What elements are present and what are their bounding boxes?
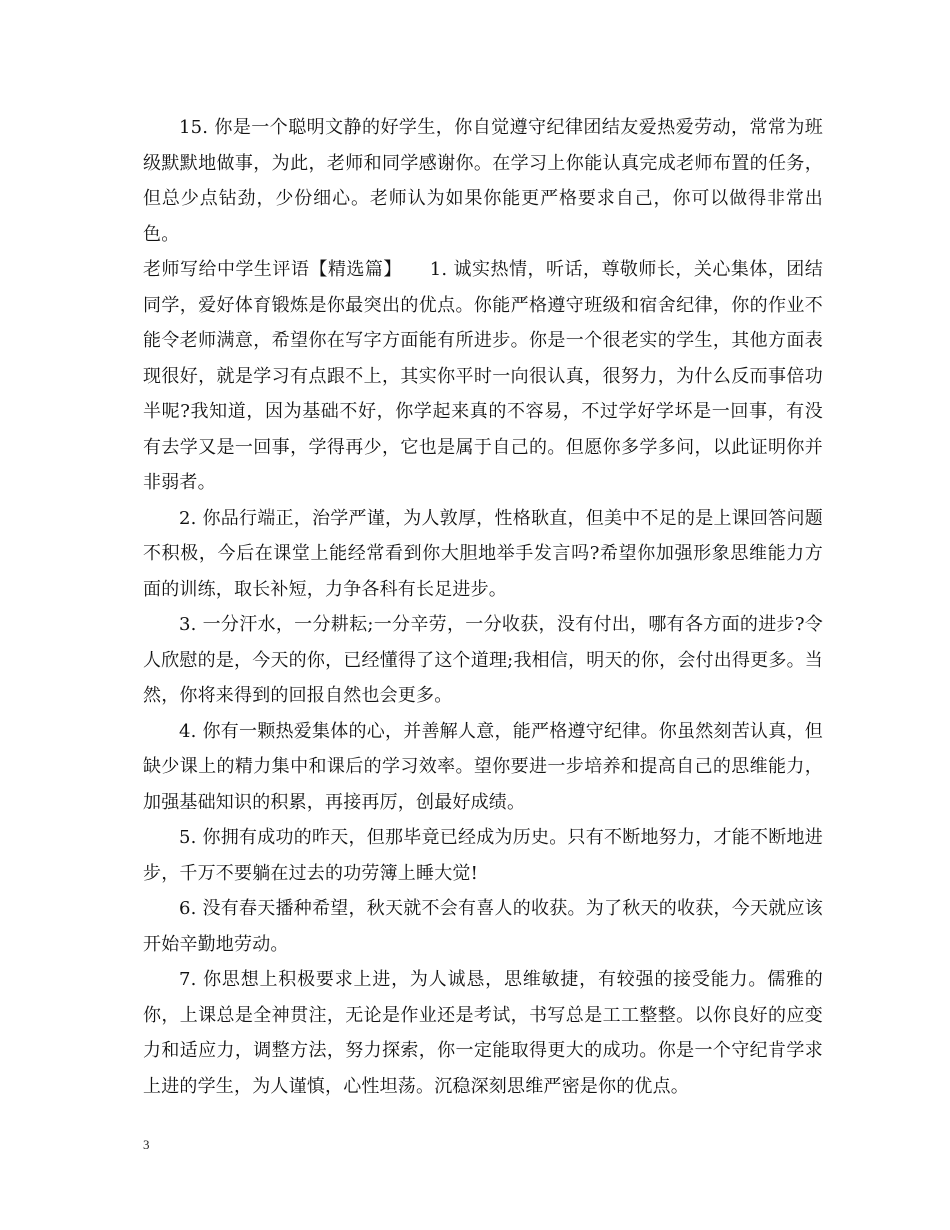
document-body bbox=[143, 110, 823, 1104]
paragraph-5: 5. 你拥有成功的昨天，但那毕竟已经成为历史。只有不断地努力，才能不断地进步，千万不要躺在过去的功劳簿上睡大觉! bbox=[143, 827, 823, 884]
paragraph-15: 15. 你是一个聪明文静的好学生，你自觉遵守纪律团结友爱热爱劳动，常常为班级默默地做事，为此，老师和同学感谢你。在学习上你能认真完成老师布置的任务，但总少点钻劲，少份细心。老师认为如果你能更严格要求自己，你可以做得非常出色。 bbox=[143, 117, 823, 245]
paragraph-section-heading-1: 老师写给中学生评语【精选篇】 1. 诚实热情，听话，尊敬师长，关心集体，团结同学，爱好体育锻炼是你最突出的优点。你能严格遵守班级和宿舍纪律，你的作业不能令老师满意，希望你在写字方面能有所进步。你是一个很老实的学生，其他方面表现很好，就是学习有点跟不上，其实你平时一向很认真，很努力，为什么反而事倍功半呢?我知道，因为基础不好，你学起来真的不容易，不过学好学坏是一回事，有没有去学又是一回事，学得再少，它也是属于自己的。但愿你多学多问，以此证明你并非弱者。 bbox=[143, 259, 823, 493]
page-number: 3 bbox=[143, 1137, 150, 1152]
paragraph-4: 4. 你有一颗热爱集体的心，并善解人意，能严格遵守纪律。你虽然刻苦认真，但缺少课上的精力集中和课后的学习效率。望你要进一步培养和提高自己的思维能力，加强基础知识的积累，再接再厉，创最好成绩。 bbox=[143, 720, 823, 813]
paragraph-7: 7. 你思想上积极要求上进，为人诚恳，思维敏捷，有较强的接受能力。儒雅的你，上课总是全神贯注，无论是作业还是考试，书写总是工工整整。以你良好的应变力和适应力，调整方法，努力探索，你一定能取得更大的成功。你是一个守纪肯学求上进的学生，为人谨慎，心性坦荡。沉稳深刻思维严密是你的优点。 bbox=[143, 969, 823, 1097]
paragraph-3: 3. 一分汗水，一分耕耘;一分辛劳，一分收获，没有付出，哪有各方面的进步?令人欣慰的是，今天的你，已经懂得了这个道理;我相信，明天的你，会付出得更多。当然，你将来得到的回报自然也会更多。 bbox=[143, 614, 823, 706]
paragraph-2: 2. 你品行端正，治学严谨，为人敦厚，性格耿直，但美中不足的是上课回答问题不积极，今后在课堂上能经常看到你大胆地举手发言吗?希望你加强形象思维能力方面的训练，取长补短，力争各科有长足进步。 bbox=[143, 507, 823, 600]
paragraph-6: 6. 没有春天播种希望，秋天就不会有喜人的收获。为了秋天的收获，今天就应该开始辛勤地劳动。 bbox=[143, 898, 823, 955]
